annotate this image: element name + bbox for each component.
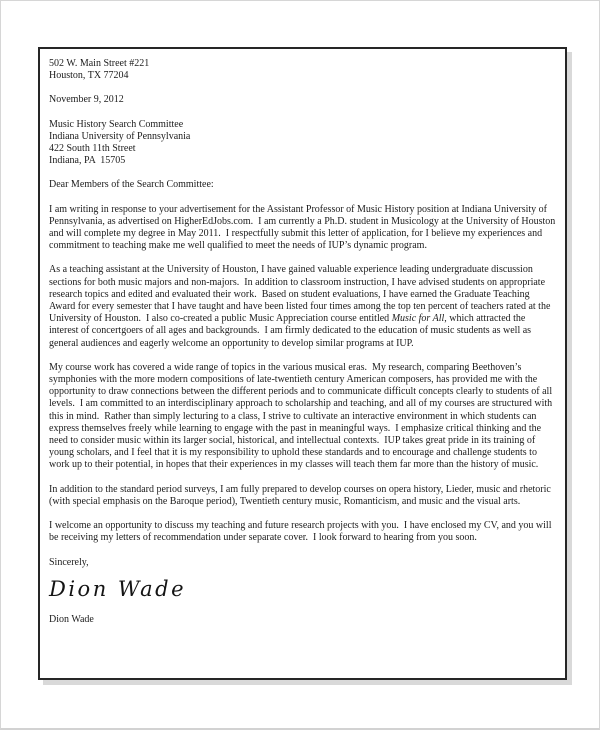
- recipient-line2: Indiana University of Pennsylvania: [49, 130, 191, 142]
- paragraph-teaching-experience: [49, 264, 557, 349]
- sender-address: [49, 58, 557, 82]
- date-line: November 9, 2012: [49, 94, 124, 106]
- sender-address-line1: 502 W. Main Street #221: [49, 58, 150, 69]
- sender-address-line2: Houston, TX 77204: [49, 70, 129, 82]
- paragraph-text: As a teaching assistant at the University of Houston, I have gained valuable experience leading undergraduate discussion sections for both music majors and non-majors. In addition to classroom instruction, I have advised students on appropriate research topics and edited and evaluated their work. Based on student evaluations, I have earned the Graduate Teaching Award for every semester that I have taught and have been listed four times among the top ten percent of teachers rated at the University of Houston. I also co-created a public Music Appreciation course entitled: [49, 264, 553, 325]
- salutation: Dear Members of the Search Committee:: [49, 179, 214, 191]
- course-title-italic: Music for All: [391, 313, 445, 325]
- paragraph-intro: [49, 204, 557, 253]
- recipient-address: [49, 119, 557, 168]
- paragraph-text: My course work has covered a wide range of topics in the various musical eras. My research, comparing Beethoven’s symphonies with the more modern compositions of late-twentieth century American composers, has provided me with the opportunity to draw connections between the different periods and to communicate difficult concepts clearly to students of all levels. I am committed to an interdisciplinary approach to scholarship and teaching, and all of my courses are structured with this in mind. Rather than simply lecturing to a class, I strive to cultivate an interactive environment in which students can express themselves freely while learning to engage with the past in meaningful ways. I emphasize critical thinking and the need to consider music within its larger social, historical, and intellectual contexts. IUP takes great pride in its training of young scholars, and I feel that it is my responsibility to uphold these standards and to encourage and challenge students to work up to their potential, in hopes that their experiences in my classes will teach them far more than the history of music.: [49, 361, 555, 471]
- paragraph-closing-remarks: [49, 520, 557, 544]
- recipient-line1: Music History Search Committee: [49, 118, 184, 130]
- letter-document: [38, 47, 567, 680]
- typed-name: Dion Wade: [49, 613, 94, 625]
- closing-salutation: Sincerely,: [49, 556, 89, 568]
- recipient-line3: 422 South 11th Street: [49, 143, 136, 155]
- paragraph-coursework-research: [49, 362, 557, 472]
- paragraph-course-offerings: [49, 484, 557, 508]
- paragraph-text: I welcome an opportunity to discuss my teaching and future research projects with you. I have enclosed my CV, and you will be receiving my letters of recommendation under separate cover. I look forward to hearing from you soon.: [49, 520, 554, 544]
- handwritten-signature: Dion Wade: [49, 576, 187, 601]
- paragraph-text: In addition to the standard period surveys, I am fully prepared to develop courses on opera history, Lieder, music and rhetoric (with special emphasis on the Baroque period), Twentieth century music, Romanticism, and music and the visual arts.: [49, 483, 554, 507]
- recipient-line4: Indiana, PA 15705: [49, 155, 126, 167]
- paragraph-text: , which attracted the interest of concertgoers of all ages and backgrounds. I am firmly dedicated to the education of music students as well as general audiences and eagerly welcome an opportunity to develop similar programs at IUP.: [49, 313, 534, 349]
- paragraph-text: I am writing in response to your advertisement for the Assistant Professor of Music History position at Indiana University of Pennsylvania, as advertised on HigherEdJobs.com. I am currently a Ph.D. student in Musicology at the University of Houston and will complete my degree in May 2011. I respectfully submit this letter of application, for I believe my experiences and commitment to teaching make me well qualified to meet the needs of IUP’s dynamic program.: [49, 203, 558, 252]
